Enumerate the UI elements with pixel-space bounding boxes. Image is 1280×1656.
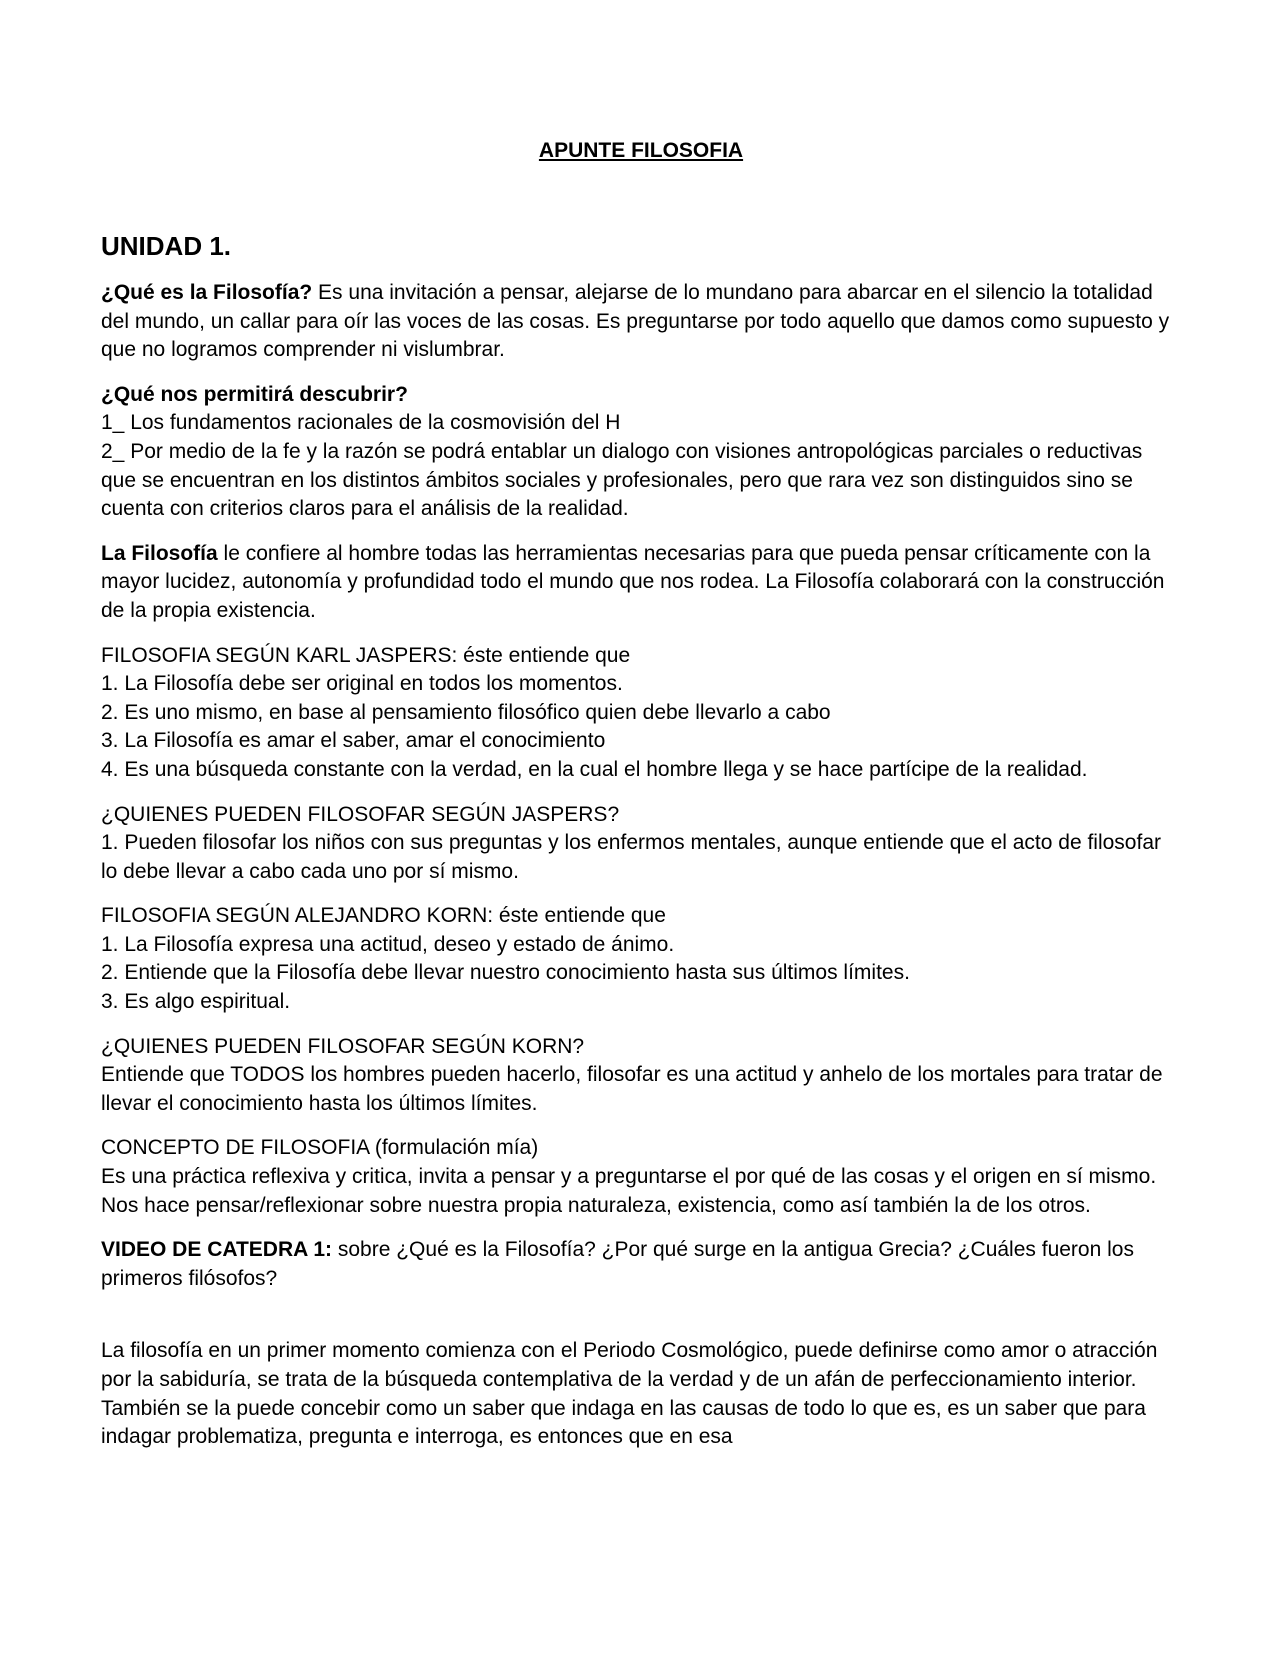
confiere-text: le confiere al hombre todas las herramientas necesarias para que pueda pensar críticamente con la mayor lucidez, autonomía y profundidad todo el mundo que nos rodea. La Filosofía colaborará con la construcción de la propia existencia.: [101, 541, 1165, 622]
jaspers-item: 4. Es una búsqueda constante con la verdad, en la cual el hombre llega y se hace partícipe de la realidad.: [101, 757, 1088, 781]
jaspers-who-text: 1. Pueden filosofar los niños con sus preguntas y los enfermos mentales, aunque entiende que el acto de filosofar lo debe llevar a cabo cada uno por sí mismo.: [101, 831, 1161, 883]
what-is-answer: Es una invitación a pensar, alejarse de lo mundano para abarcar en el silencio la totalidad del mundo, un callar para oír las voces de las cosas. Es preguntarse por todo aquello que damos como supuesto y que no logramos comprender ni vislumbrar.: [101, 281, 1170, 362]
discover-item-2: 2_ Por medio de la fe y la razón se podrá entablar un dialogo con visiones antropológicas parciales o reductivas que se encuentran en los distintos ámbitos sociales y profesionales, pero que rara vez son distinguidos sino se cuenta con criterios claros para el análisis de la realidad.: [101, 439, 1143, 521]
jaspers-item: 2. Es uno mismo, en base al pensamiento filosófico quien debe llevarlo a cabo: [101, 700, 831, 724]
paragraph-cosmologico: La filosofía en un primer momento comienza con el Periodo Cosmológico, puede definirse como amor o atracción por la sabiduría, se trata de la búsqueda contemplativa de la verdad y de un afán de perfeccionamiento interior. También se la puede concebir como un saber que indaga en las causas de todo lo que es, es un saber que para indagar problematiza, pregunta e interroga, es entonces que en esa: [101, 1339, 1158, 1449]
discover-item-1: 1_ Los fundamentos racionales de la cosmovisión del H: [101, 411, 621, 435]
korn-who-text: Entiende que TODOS los hombres pueden hacerlo, filosofar es una actitud y anhelo de los mortales para tratar de llevar el conocimiento hasta los últimos límites.: [101, 1063, 1163, 1115]
paragraph-jaspers: [101, 642, 1181, 785]
korn-item: 1. La Filosofía expresa una actitud, deseo y estado de ánimo.: [101, 932, 675, 956]
korn-item: 2. Entiende que la Filosofía debe llevar nuestro conocimiento hasta sus últimos límites.: [101, 961, 910, 985]
paragraph-jaspers-who: [101, 801, 1181, 887]
paragraph-video: [101, 1236, 1181, 1293]
paragraph-what-is: [101, 279, 1181, 365]
paragraph-confiere: [101, 540, 1181, 626]
document-body: [101, 279, 1181, 1468]
korn-heading: FILOSOFIA SEGÚN ALEJANDRO KORN: éste entiende que: [101, 904, 666, 928]
jaspers-heading: FILOSOFIA SEGÚN KARL JASPERS: éste entiende que: [101, 643, 631, 667]
concept-heading: CONCEPTO DE FILOSOFIA (formulación mía): [101, 1136, 539, 1160]
concept-line-2: Nos hace pensar/reflexionar sobre nuestra propia naturaleza, existencia, como así también la de los otros.: [101, 1193, 1091, 1217]
paragraph-discover: [101, 381, 1181, 524]
document-title: APUNTE FILOSOFIA: [538, 139, 744, 162]
korn-item: 3. Es algo espiritual.: [101, 990, 291, 1014]
unit-heading: UNIDAD 1.: [101, 231, 232, 261]
video-text: sobre ¿Qué es la Filosofía? ¿Por qué surge en la antigua Grecia? ¿Cuáles fueron los primeros filósofos?: [101, 1238, 1134, 1290]
jaspers-who-heading: ¿QUIENES PUEDEN FILOSOFAR SEGÚN JASPERS?: [101, 802, 620, 826]
jaspers-item: 3. La Filosofía es amar el saber, amar el conocimiento: [101, 729, 606, 753]
discover-heading: ¿Qué nos permitirá descubrir?: [101, 382, 408, 406]
confiere-subject: La Filosofía: [101, 541, 218, 565]
jaspers-item: 1. La Filosofía debe ser original en todos los momentos.: [101, 672, 623, 696]
korn-who-heading: ¿QUIENES PUEDEN FILOSOFAR SEGÚN KORN?: [101, 1034, 585, 1058]
paragraph-korn-who: [101, 1033, 1181, 1119]
video-label: VIDEO DE CATEDRA 1:: [101, 1238, 333, 1262]
what-is-question: ¿Qué es la Filosofía?: [101, 281, 313, 304]
concept-line-1: Es una práctica reflexiva y critica, invita a pensar y a preguntarse el por qué de las cosas y el origen en sí mismo.: [101, 1165, 1157, 1189]
paragraph-korn: [101, 902, 1181, 1016]
paragraph-concept: [101, 1134, 1181, 1220]
